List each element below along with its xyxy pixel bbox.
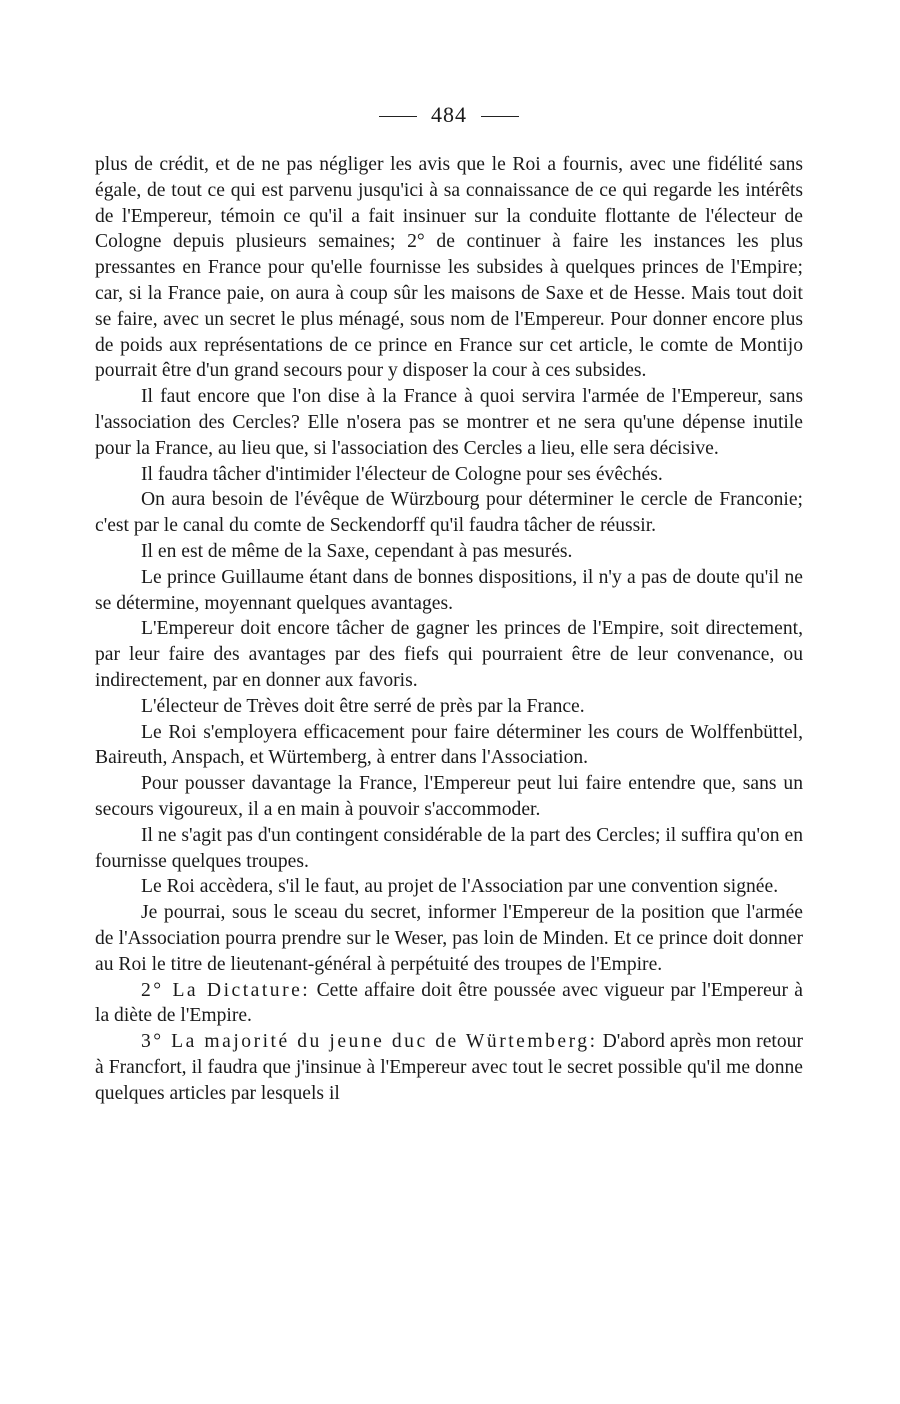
section-paragraph: [95, 978, 803, 1030]
section-text: D'abord après mon retour à Francfort, il faudra que j'insinue à l'Empereur avec tout le secret possible qu'il me donne quelques articles par lesquels il: [95, 1031, 803, 1104]
paragraph: Pour pousser davantage la France, l'Empereur peut lui faire entendre que, sans un secours vigoureux, il a en main à pouvoir s'accommoder.: [95, 773, 803, 820]
paragraph: Il ne s'agit pas d'un contingent considérable de la part des Cercles; il suffira qu'on en fournisse quelques troupes.: [95, 824, 803, 872]
paragraph: L'Empereur doit encore tâcher de gagner les princes de l'Empire, soit directement, par leur faire des avantages par des fiefs qui pourraient être de leur convenance, ou indirectement, par en donner aux favoris.: [95, 618, 803, 691]
section-lead: 2° La Dictature:: [141, 979, 311, 1001]
paragraph: Le prince Guillaume étant dans de bonnes dispositions, il n'y a pas de doute qu'il ne se détermine, moyennant quelques avantages.: [95, 566, 803, 614]
paragraph: Il en est de même de la Saxe, cependant à pas mesurés.: [141, 540, 573, 562]
paragraph: plus de crédit, et de ne pas négliger les avis que le Roi a fournis, avec une fidélité sans égale, de tout ce qui est parvenu jusqu'ici à sa connaissance de ce qui regarde les intérêts de l'Empereur, témoin ce qu'il a fait insinuer sur la conduite flottante de l'électeur de Cologne depuis plusieurs semaines; 2° de continuer à faire les instances les plus pressantes en France pour qu'elle fournisse les subsides à quelques princes de l'Empire; car, si la France paie, on aura à coup sûr les maisons de Saxe et de Hesse. Mais tout doit se faire, avec un secret le plus ménagé, sous nom de l'Empereur. Pour donner encore plus de poids aux représentations de ce prince en France sur cet article, le comte de Montijo pourrait être d'un grand secours pour y disposer la cour à ces subsides.: [95, 154, 803, 382]
section-text: Cette affaire doit être poussée avec vigueur par l'Empereur à la diète de l'Empire.: [95, 979, 804, 1027]
paragraph: Il faudra tâcher d'intimider l'électeur de Cologne pour ses évêchés.: [141, 463, 663, 485]
page-number: 484: [431, 102, 467, 127]
body-text: [95, 152, 803, 1106]
header-dash-left: [379, 116, 417, 117]
section-lead: 3° La majorité du jeune duc de Würtemberg:: [141, 1031, 598, 1053]
page-header: [95, 100, 803, 152]
section-paragraph: [95, 1029, 803, 1106]
paragraph: Le Roi accèdera, s'il le faut, au projet de l'Association par une convention signée.: [141, 876, 779, 898]
paragraph: Le Roi s'employera efficacement pour faire déterminer les cours de Wolffenbüttel, Baireuth, Anspach, et Würtemberg, à entrer dans l'Association.: [95, 721, 803, 769]
paragraph: L'électeur de Trèves doit être serré de près par la France.: [141, 695, 585, 717]
header-dash-right: [481, 116, 519, 117]
paragraph: Il faut encore que l'on dise à la France à quoi servira l'armée de l'Empereur, sans l'association des Cercles? Elle n'osera pas se montrer et ne sera qu'une dépense inutile pour la France, au lieu que, si l'association des Cercles a lieu, elle sera décisive.: [95, 386, 803, 459]
book-page: [95, 100, 803, 1106]
paragraph: On aura besoin de l'évêque de Würzbourg pour déterminer le cercle de Franconie; c'est par le canal du comte de Seckendorff qu'il faudra tâcher de réussir.: [95, 489, 803, 537]
paragraph: Je pourrai, sous le sceau du secret, informer l'Empereur de la position que l'armée de l'Association pourra prendre sur le Weser, pas loin de Minden. Et ce prince doit donner au Roi le titre de lieutenant-général à perpétuité des troupes de l'Empire.: [95, 902, 803, 975]
